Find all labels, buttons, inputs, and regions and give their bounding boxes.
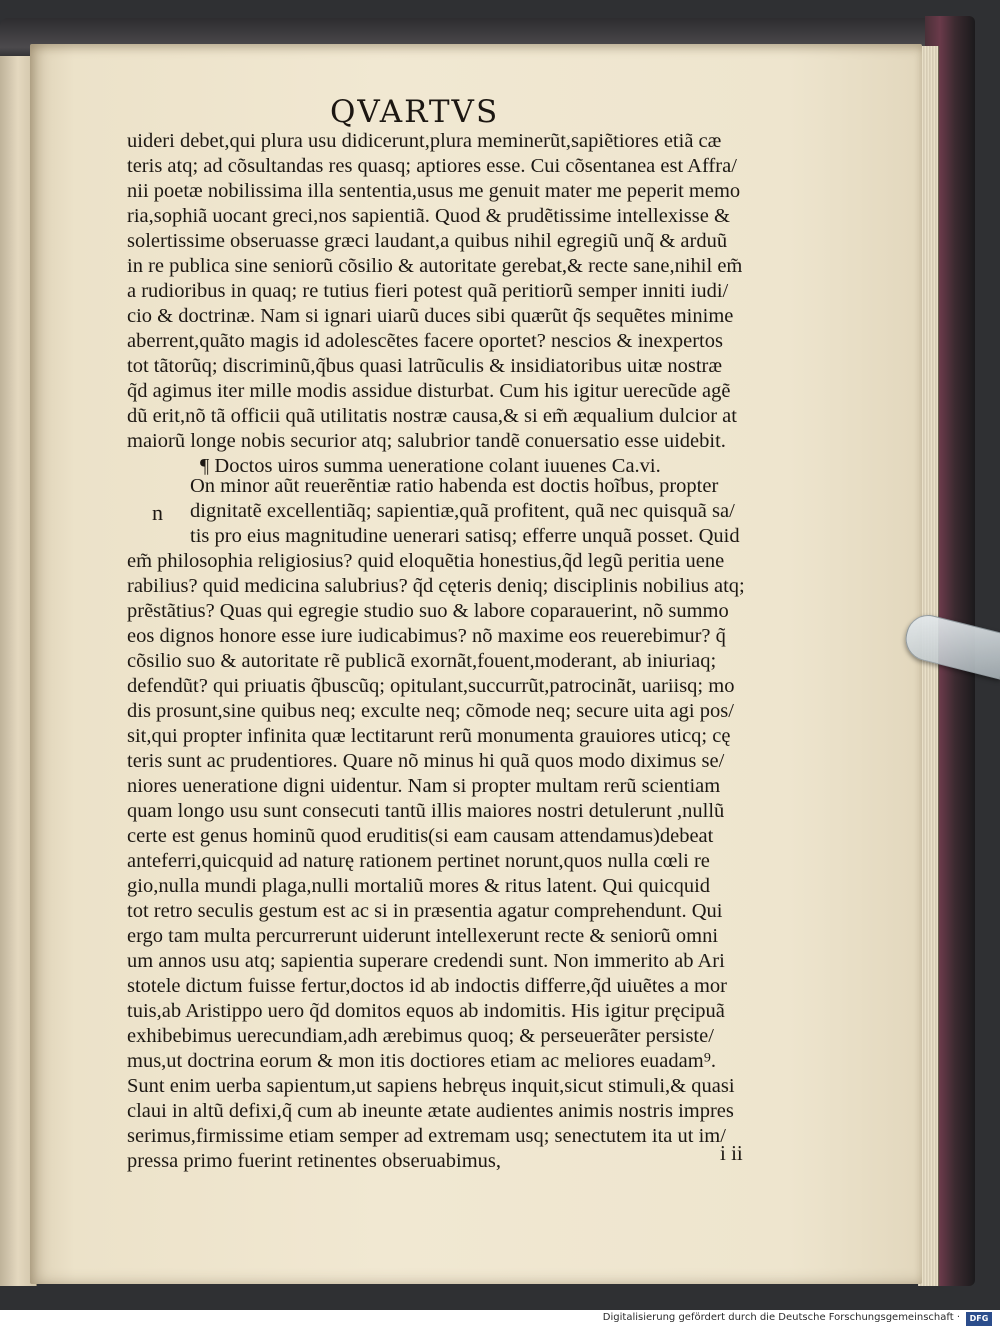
text-line: aberrent,quãto magis id adolescẽtes facere oportet? nescios & inexpertos <box>127 330 723 352</box>
text-line: stotele dictum fuisse fertur,doctos id ab indoctis differre,q̃d uiuẽtes a mor <box>127 975 727 997</box>
text-line: pressa primo fuerint retinentes obseruabimus, <box>127 1150 502 1172</box>
text-line: rabilius? quid medicina salubrius? q̃d cęteris deniq; disciplinis nobilius atq; <box>127 575 745 597</box>
text-line: q̃d agimus iter mille modis assidue disturbat. Cum his igitur uerecũde agẽ <box>127 380 731 402</box>
text-line: in re publica sine seniorũ cõsilio & autoritate gerebat,& recte sane,nihil em̃ <box>127 255 743 277</box>
text-line: um annos usu atq; sapientia superare credendi sunt. Non immerito ab Ari <box>127 950 725 972</box>
text-line: em̃ philosophia religiosius? quid eloquẽtia honestius,q̃d legũ peritia uene <box>127 550 725 572</box>
text-line: cio & doctrinæ. Nam si ignari uiarũ duces sibi quærũt q̃s sequẽtes minime <box>127 305 734 327</box>
text-line: Sunt enim uerba sapientum,ut sapiens hebręus inquit,sicut stimuli,& quasi <box>127 1075 735 1097</box>
text-line: cõsilio suo & autoritate rẽ publicã exornãt,fouent,moderant, ab iniuriaq; <box>127 650 717 672</box>
text-line: ria,sophiã uocant greci,nos sapientiã. Quod & prudẽtissime intellexisse & <box>127 205 730 227</box>
text-line: serimus,firmissime etiam semper ad extremam usq; senectutem ita ut im/ <box>127 1125 726 1147</box>
text-line: teris sunt ac prudentiores. Quare nõ minus hi quã quos modo diximus se/ <box>127 750 725 772</box>
text-line: dis prosunt,sine quibus neq; exculte neq; cõmode neq; secure uita agi pos/ <box>127 700 734 722</box>
text-line: prẽstãtius? Quas qui egregie studio suo & labore coparauerint, nõ summo <box>127 600 729 622</box>
text-line: tis pro eius magnitudine uenerari satisq; efferre unquã posset. Quid <box>190 525 740 547</box>
text-line: defendũt? qui priuatis q̃buscũq; opitulant,succurrũt,patrocinãt, uariisq; mo <box>127 675 735 697</box>
text-line: quam longo usu sunt consecuti tantũ illis maiores nostri detulerunt ,nullũ <box>127 800 725 822</box>
text-line: tot tãtorũq; discriminũ,q̃bus quasi latrũculis & insidiatoribus uitæ nostræ <box>127 355 723 377</box>
text-line: maiorũ longe nobis securior atq; salubrior tandẽ conuersatio esse uidebit. <box>127 430 726 452</box>
text-line: ergo tam multa percurrerunt uiderunt intellexerunt recte & seniorũ omni <box>127 925 719 947</box>
text-line: solertissime obseruasse græci laudant,a quibus nihil egregiũ unq̃ & arduũ <box>127 230 728 252</box>
text-line: uideri debet,qui plura usu didicerunt,plura meminerũt,sapiẽtiores etiã cæ <box>127 130 722 152</box>
chapter-heading: ¶ Doctos uiros summa ueneratione colant iuuenes Ca.vi. <box>200 455 661 477</box>
dfg-logo: DFG <box>966 1312 992 1326</box>
text-line: a rudioribus in quaq; re tutius fieri potest quã peritiorũ semper inniti iudi/ <box>127 280 729 302</box>
text-line: gio,nulla mundi plaga,nulli mortaliũ mores & ritus latent. Qui quicquid <box>127 875 711 897</box>
text-line: exhibebimus uerecundiam,adh ærebimus quoq; & perseuerãter persiste/ <box>127 1025 714 1047</box>
text-line: dignitatẽ excellentiãq; sapientiæ,quã profitent, quã nec quisquã sa/ <box>190 500 735 522</box>
text-line: tuis,ab Aristippo uero q̃d domitos equos ab indomitis. His igitur pręcipuã <box>127 1000 725 1022</box>
signature-mark: i ii <box>720 1141 743 1165</box>
funding-credit: Digitalisierung gefördert durch die Deutsche Forschungsgemeinschaft · <box>602 1312 960 1323</box>
text-line: teris atq; ad cõsultandas res quasq; aptiores esse. Cui cõsentanea est Affra/ <box>127 155 737 177</box>
text-line: eos dignos honore esse iure iudicabimus? nõ maxime eos reuerebimur? q̃ <box>127 625 726 647</box>
footer-bar <box>0 1310 1000 1329</box>
text-line: nii poetæ nobilissima illa sententia,usus me genuit mater me peperit memo <box>127 180 741 202</box>
text-line: niores ueneratione digni uidentur. Nam si propter multam rerũ scientiam <box>127 775 721 797</box>
text-line: certe est genus hominũ quod eruditis(si eam causam attendamus)debeat <box>127 825 714 847</box>
text-line: mus,ut doctrina eorum & mon itis doctiores etiam ac meliores euadam⁹. <box>127 1050 716 1072</box>
text-line: sit,qui propter infinita quæ lectitarunt rerũ monumenta grauiores uticq; cę <box>127 725 731 747</box>
text-line: anteferri,quicquid ad naturę rationem pertinet norunt,quos nulla cœli re <box>127 850 710 872</box>
text-line: tot retro seculis gestum est ac si in præsentia agatur comprehendunt. Qui <box>127 900 723 922</box>
text-line: claui in altũ defixi,q̃ cum ab ineunte ætate audientes animis nostris impres <box>127 1100 734 1122</box>
text-line: On minor aũt reuerẽntiæ ratio habenda est doctis hoĩbus, propter <box>190 475 719 497</box>
running-head: QVARTVS <box>330 94 500 130</box>
guide-letter: n <box>152 500 163 525</box>
text-line: dũ erit,nõ tã officii quã utilitatis nostræ causa,& si em̃ æqualium dulcior at <box>127 405 737 427</box>
